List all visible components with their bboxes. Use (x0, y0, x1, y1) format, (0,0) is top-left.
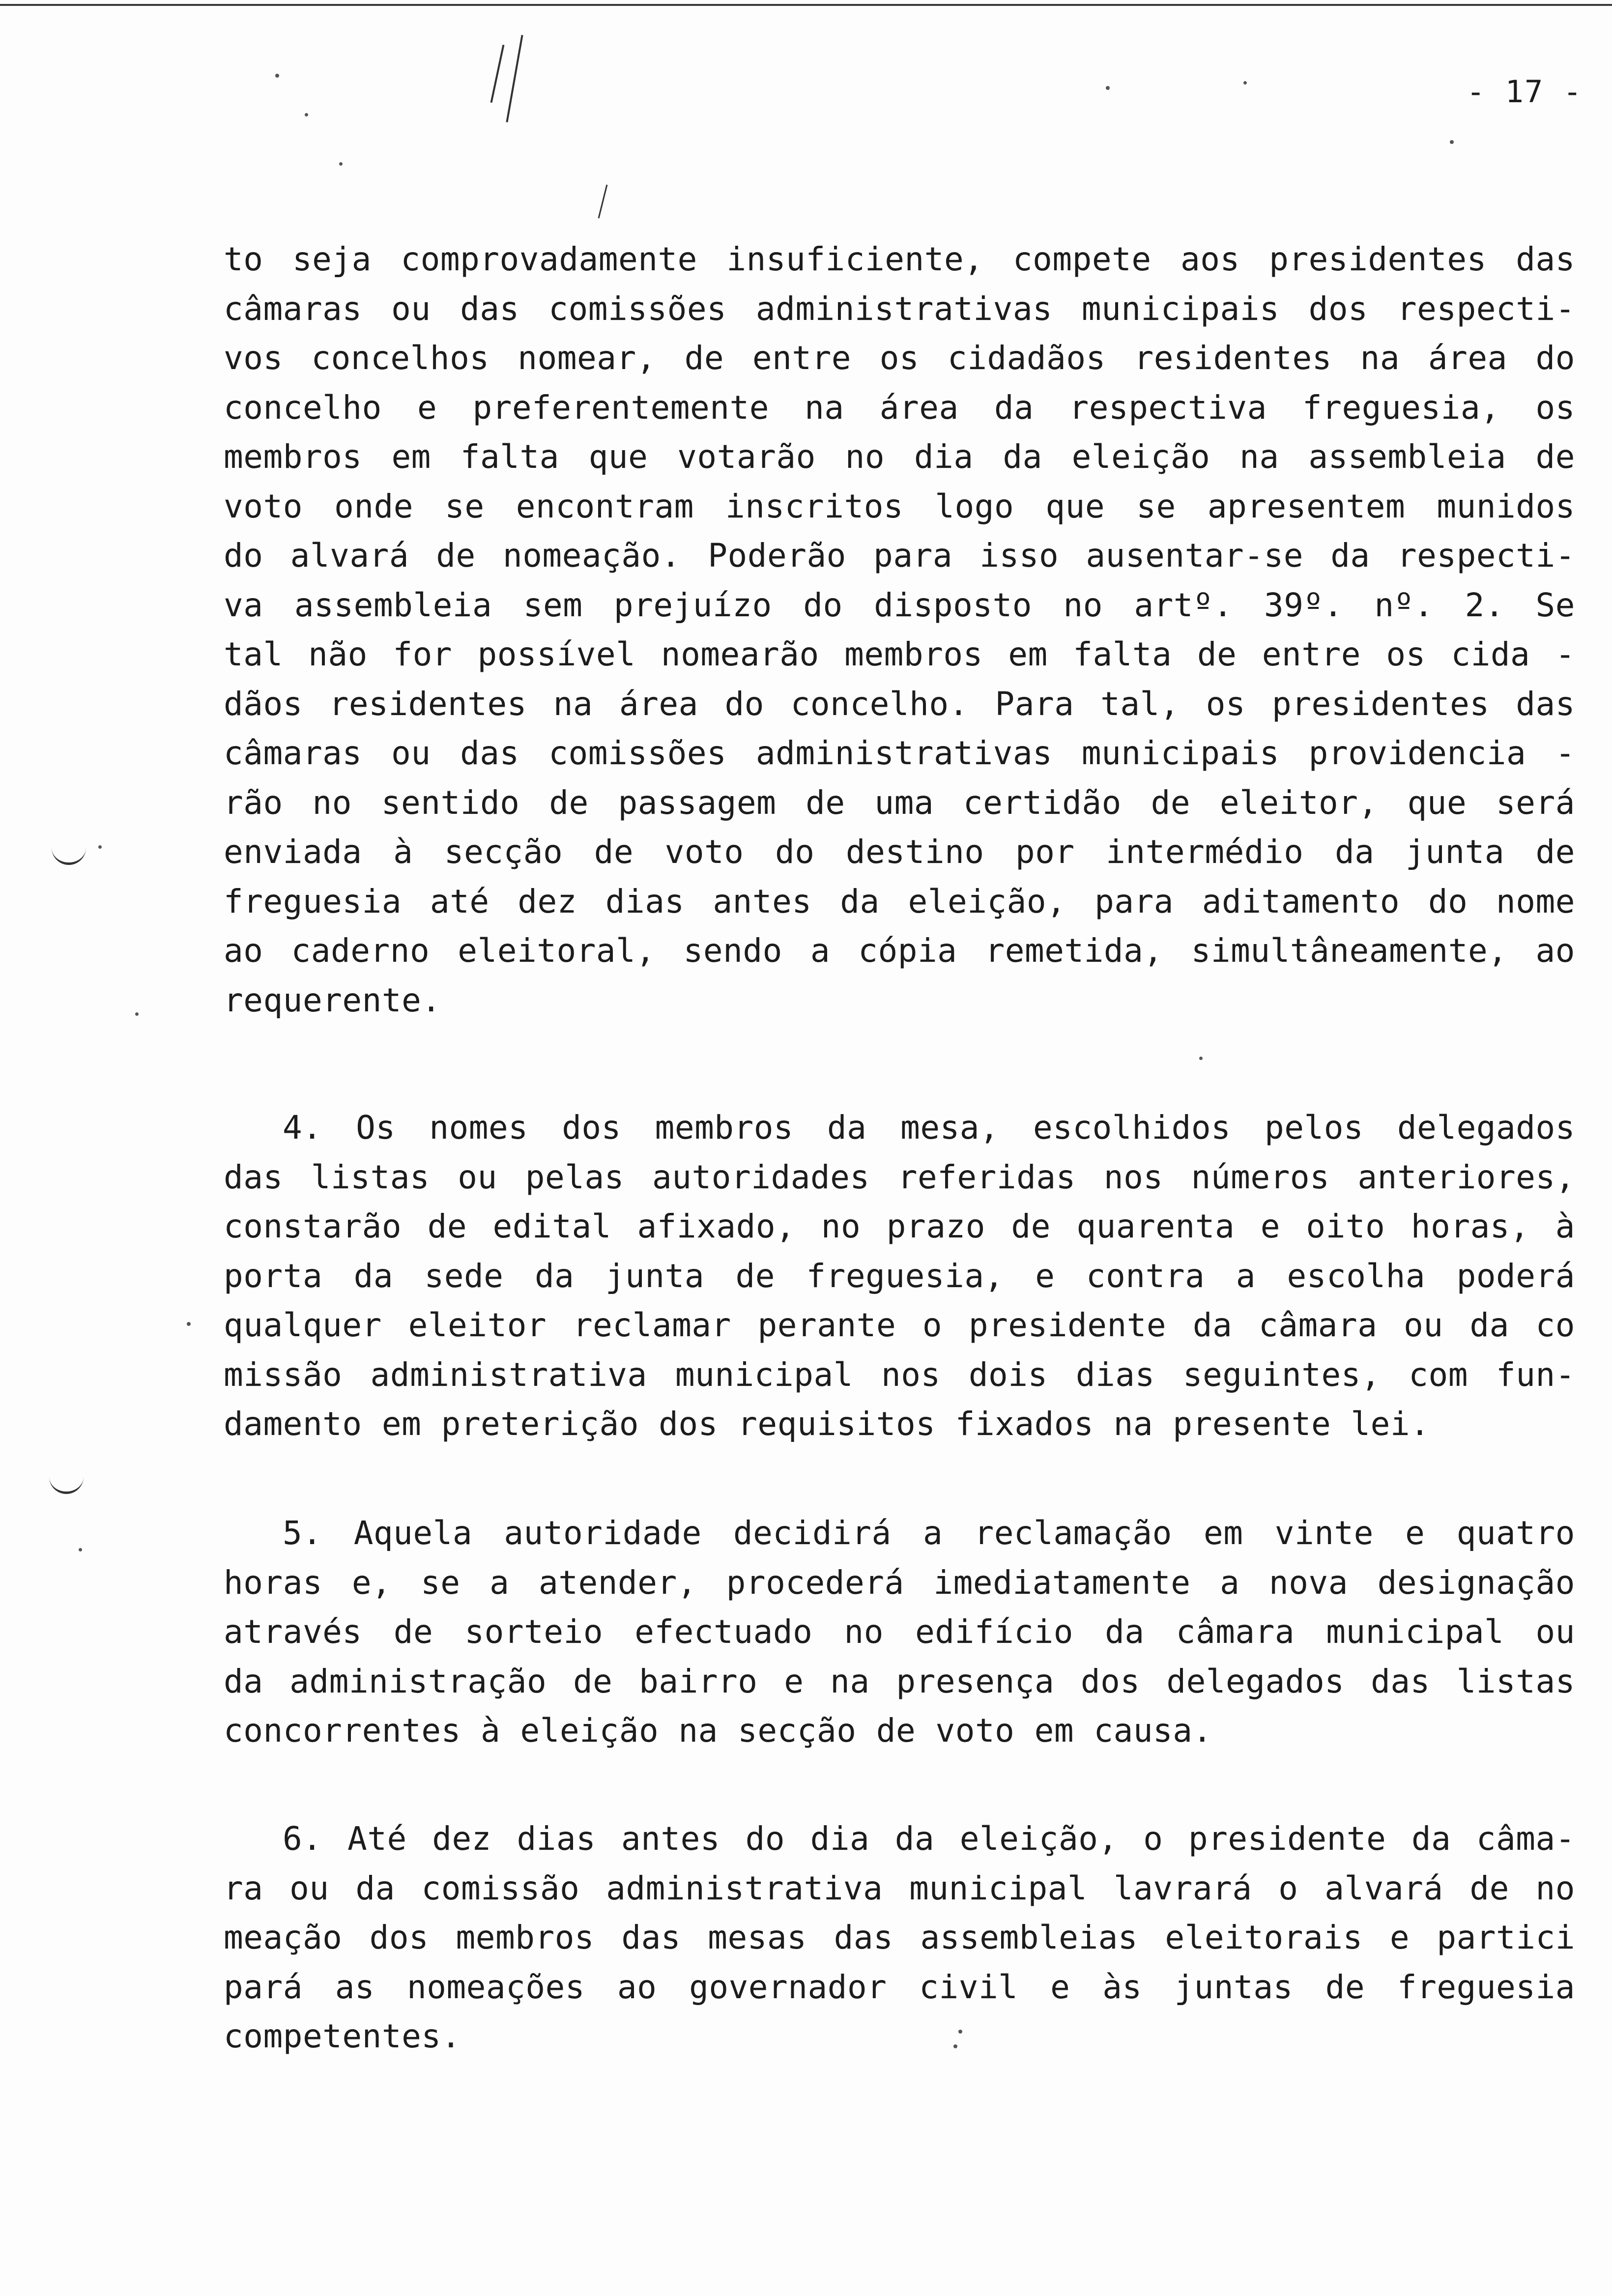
text-line: da administração de bairro e na presença dos delegados das listas (224, 1662, 1575, 1700)
top-edge-rule (0, 4, 1612, 6)
paragraph-item-5 (224, 1509, 1575, 1756)
text-line: tal não for possível nomearão membros em falta de entre os cida - (224, 635, 1575, 673)
text-line: câmaras ou das comissões administrativas municipais dos respecti- (224, 289, 1575, 328)
scan-speck (953, 2044, 957, 2048)
scan-speck (1106, 86, 1110, 90)
text-line: porta da sede da junta de freguesia, e contra a escolha poderá (224, 1257, 1575, 1295)
margin-bracket-mark (49, 1472, 84, 1494)
scan-speck (1243, 81, 1247, 85)
text-line: membros em falta que votarão no dia da eleição na assembleia de (224, 438, 1575, 476)
text-line: rão no sentido de passagem de uma certidão de eleitor, que será (224, 783, 1575, 822)
text-line: freguesia até dez dias antes da eleição, para aditamento do nome (224, 882, 1575, 920)
text-line: ra ou da comissão administrativa municipal lavrará o alvará de no (224, 1869, 1575, 1907)
text-line: to seja comprovadamente insuficiente, compete aos presidentes das (224, 240, 1575, 278)
pen-stroke-mark (598, 185, 608, 219)
scan-speck (187, 1322, 191, 1326)
scan-speck (135, 1012, 139, 1016)
text-line: dãos residentes na área do concelho. Para tal, os presidentes das (224, 685, 1575, 723)
scan-speck (98, 845, 102, 849)
paragraph-continuation (224, 235, 1575, 1025)
text-line: câmaras ou das comissões administrativas municipais providencia - (224, 734, 1575, 772)
text-line: concorrentes à eleição na secção de voto em causa. (224, 1712, 1212, 1750)
text-line: constarão de edital afixado, no prazo de quarenta e oito horas, à (224, 1207, 1575, 1245)
text-line: das listas ou pelas autoridades referidas nos números anteriores, (224, 1158, 1575, 1196)
text-line: através de sorteio efectuado no edifício da câmara municipal ou (224, 1613, 1575, 1651)
paragraph-item-4 (224, 1103, 1575, 1449)
text-line: meação dos membros das mesas das assembleias eleitorais e partici (224, 1919, 1575, 1956)
text-line: 6. Até dez dias antes do dia da eleição, o presidente da câma- (283, 1820, 1575, 1858)
text-line: horas e, se a atender, procederá imediatamente a nova designação (224, 1563, 1575, 1602)
text-line: enviada à secção de voto do destino por intermédio da junta de (224, 833, 1575, 871)
text-line: competentes. (224, 2017, 461, 2055)
text-line: voto onde se encontram inscritos logo que se apresentem munidos (224, 487, 1575, 525)
scan-speck (1199, 1057, 1203, 1060)
text-line: va assembleia sem prejuízo do disposto no artº. 39º. nº. 2. Se (224, 586, 1575, 624)
pen-stroke-mark (506, 35, 523, 122)
scan-speck (339, 162, 343, 166)
scan-speck (79, 1548, 82, 1551)
text-line: qualquer eleitor reclamar perante o presidente da câmara ou da co (224, 1306, 1575, 1344)
scan-speck (958, 2030, 962, 2034)
scan-speck (275, 74, 279, 78)
text-line: damento em preterição dos requisitos fixados na presente lei. (224, 1405, 1430, 1443)
text-line: do alvará de nomeação. Poderão para isso ausentar-se da respecti- (224, 537, 1575, 574)
paragraph-item-6 (224, 1814, 1575, 2062)
margin-bracket-mark (52, 843, 86, 865)
scan-speck (305, 113, 308, 116)
text-line: pará as nomeações ao governador civil e às juntas de freguesia (224, 1968, 1575, 2006)
text-line: ao caderno eleitoral, sendo a cópia remetida, simultâneamente, ao (224, 932, 1575, 970)
text-line: missão administrativa municipal nos dois dias seguintes, com fun- (224, 1355, 1575, 1394)
page-number: - 17 - (1467, 74, 1583, 110)
text-line: 5. Aquela autoridade decidirá a reclamação em vinte e quatro (283, 1514, 1575, 1552)
text-line: 4. Os nomes dos membros da mesa, escolhidos pelos delegados (283, 1109, 1575, 1147)
scan-speck (1450, 140, 1454, 144)
text-line: requerente. (224, 981, 441, 1019)
pen-stroke-mark (490, 45, 505, 103)
text-line: vos concelhos nomear, de entre os cidadãos residentes na área do (224, 339, 1575, 377)
text-line: concelho e preferentemente na área da respectiva freguesia, os (224, 388, 1575, 427)
